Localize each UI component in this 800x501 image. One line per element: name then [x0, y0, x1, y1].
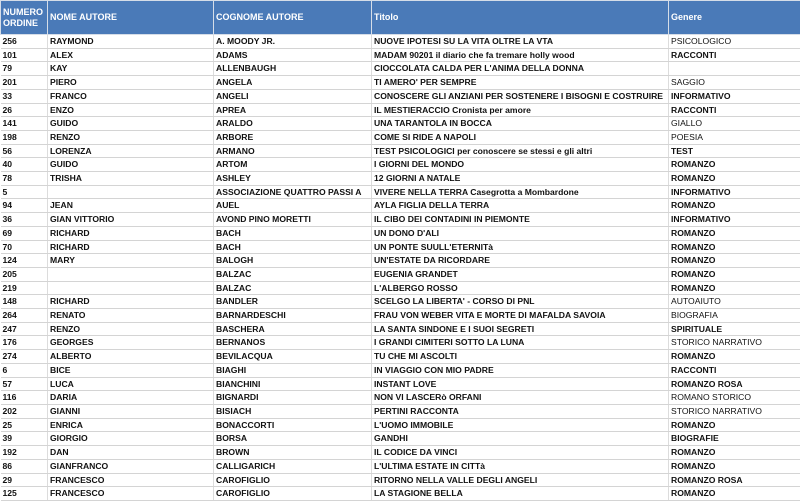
nome-cell[interactable]: GIAN VITTORIO	[48, 213, 214, 227]
cognome-cell[interactable]: BROWN	[214, 446, 372, 460]
nome-cell[interactable]: DAN	[48, 446, 214, 460]
titolo-cell[interactable]: UN'ESTATE DA RICORDARE	[372, 254, 669, 268]
numero-cell[interactable]: 141	[1, 117, 48, 131]
titolo-cell[interactable]: MADAM 90201 il diario che fa tremare holly wood	[372, 48, 669, 62]
cognome-cell[interactable]: BORSA	[214, 432, 372, 446]
nome-cell[interactable]: RICHARD	[48, 240, 214, 254]
cognome-cell[interactable]: ASHLEY	[214, 172, 372, 186]
numero-cell[interactable]: 6	[1, 363, 48, 377]
nome-cell[interactable]: FRANCESCO	[48, 487, 214, 501]
table-row[interactable]	[1, 377, 800, 391]
numero-cell[interactable]: 264	[1, 309, 48, 323]
titolo-cell[interactable]: VIVERE NELLA TERRA Casegrotta a Mombardone	[372, 185, 669, 199]
table-row[interactable]	[1, 432, 800, 446]
genere-cell[interactable]: POESIA	[669, 130, 800, 144]
table-row[interactable]	[1, 213, 800, 227]
numero-cell[interactable]: 274	[1, 350, 48, 364]
genere-cell[interactable]: ROMANZO ROSA	[669, 473, 800, 487]
numero-cell[interactable]: 148	[1, 295, 48, 309]
genere-cell[interactable]: ROMANZO	[669, 281, 800, 295]
genere-cell[interactable]: ROMANZO	[669, 459, 800, 473]
nome-cell[interactable]: ENZO	[48, 103, 214, 117]
genere-cell[interactable]: ROMANZO	[669, 172, 800, 186]
titolo-cell[interactable]: L'ULTIMA ESTATE IN CITTà	[372, 459, 669, 473]
cognome-cell[interactable]: BIGNARDI	[214, 391, 372, 405]
titolo-cell[interactable]: EUGENIA GRANDET	[372, 267, 669, 281]
titolo-cell[interactable]: FRAU VON WEBER VITA E MORTE DI MAFALDA SAVOIA	[372, 309, 669, 323]
titolo-cell[interactable]: LA SANTA SINDONE E I SUOI SEGRETI	[372, 322, 669, 336]
header-genere[interactable]: Genere	[669, 1, 800, 35]
cognome-cell[interactable]: BALZAC	[214, 281, 372, 295]
header-numero-ordine[interactable]: NUMERO ORDINE	[1, 1, 48, 35]
nome-cell[interactable]	[48, 281, 214, 295]
titolo-cell[interactable]: CIOCCOLATA CALDA PER L'ANIMA DELLA DONNA	[372, 62, 669, 76]
nome-cell[interactable]: LUCA	[48, 377, 214, 391]
genere-cell[interactable]: ROMANZO	[669, 158, 800, 172]
numero-cell[interactable]: 202	[1, 404, 48, 418]
titolo-cell[interactable]: NUOVE IPOTESI SU LA VITA OLTRE LA VTA	[372, 35, 669, 49]
nome-cell[interactable]: RENZO	[48, 322, 214, 336]
nome-cell[interactable]: MARY	[48, 254, 214, 268]
nome-cell[interactable]	[48, 185, 214, 199]
numero-cell[interactable]: 256	[1, 35, 48, 49]
header-row	[1, 1, 800, 35]
nome-cell[interactable]: ALBERTO	[48, 350, 214, 364]
cognome-cell[interactable]: BIANCHINI	[214, 377, 372, 391]
genere-cell[interactable]: ROMANO STORICO	[669, 391, 800, 405]
titolo-cell[interactable]: RITORNO NELLA VALLE DEGLI ANGELI	[372, 473, 669, 487]
genere-cell[interactable]	[669, 62, 800, 76]
titolo-cell[interactable]: LA STAGIONE BELLA	[372, 487, 669, 501]
genere-cell[interactable]: RACCONTI	[669, 103, 800, 117]
header-cognome-autore[interactable]: COGNOME AUTORE	[214, 1, 372, 35]
nome-cell[interactable]: GUIDO	[48, 158, 214, 172]
nome-cell[interactable]: JEAN	[48, 199, 214, 213]
cognome-cell[interactable]: AUEL	[214, 199, 372, 213]
titolo-cell[interactable]: 12 GIORNI A NATALE	[372, 172, 669, 186]
nome-cell[interactable]: RICHARD	[48, 295, 214, 309]
nome-cell[interactable]: GIORGIO	[48, 432, 214, 446]
numero-cell[interactable]: 36	[1, 213, 48, 227]
table-row[interactable]	[1, 418, 800, 432]
titolo-cell[interactable]: UNA TARANTOLA IN BOCCA	[372, 117, 669, 131]
genere-cell[interactable]: ROMANZO	[669, 226, 800, 240]
cognome-cell[interactable]: CAROFIGLIO	[214, 487, 372, 501]
genere-cell[interactable]: INFORMATIVO	[669, 89, 800, 103]
nome-cell[interactable]: GIANFRANCO	[48, 459, 214, 473]
cognome-cell[interactable]: ASSOCIAZIONE QUATTRO PASSI A	[214, 185, 372, 199]
table-row[interactable]	[1, 76, 800, 90]
genere-cell[interactable]: ROMANZO	[669, 350, 800, 364]
titolo-cell[interactable]: IL CODICE DA VINCI	[372, 446, 669, 460]
table-body	[1, 35, 800, 501]
nome-cell[interactable]	[48, 267, 214, 281]
genere-cell[interactable]: ROMANZO	[669, 199, 800, 213]
titolo-cell[interactable]: I GRANDI CIMITERI SOTTO LA LUNA	[372, 336, 669, 350]
genere-cell[interactable]: GIALLO	[669, 117, 800, 131]
titolo-cell[interactable]: GANDHI	[372, 432, 669, 446]
cognome-cell[interactable]: CAROFIGLIO	[214, 473, 372, 487]
numero-cell[interactable]: 57	[1, 377, 48, 391]
nome-cell[interactable]: GUIDO	[48, 117, 214, 131]
titolo-cell[interactable]: IN VIAGGIO CON MIO PADRE	[372, 363, 669, 377]
cognome-cell[interactable]: BANDLER	[214, 295, 372, 309]
numero-cell[interactable]: 40	[1, 158, 48, 172]
table-row[interactable]	[1, 185, 800, 199]
nome-cell[interactable]: ALEX	[48, 48, 214, 62]
table-row[interactable]	[1, 281, 800, 295]
genere-cell[interactable]: ROMANZO	[669, 446, 800, 460]
numero-cell[interactable]: 247	[1, 322, 48, 336]
table-row[interactable]	[1, 35, 800, 49]
titolo-cell[interactable]: UN PONTE SUULL'ETERNITà	[372, 240, 669, 254]
numero-cell[interactable]: 201	[1, 76, 48, 90]
header-titolo[interactable]: Titolo	[372, 1, 669, 35]
table-row[interactable]	[1, 473, 800, 487]
titolo-cell[interactable]: NON VI LASCERò ORFANI	[372, 391, 669, 405]
numero-cell[interactable]: 70	[1, 240, 48, 254]
genere-cell[interactable]: PSICOLOGICO	[669, 35, 800, 49]
table-row[interactable]	[1, 158, 800, 172]
genere-cell[interactable]: ROMANZO	[669, 254, 800, 268]
genere-cell[interactable]: BIOGRAFIE	[669, 432, 800, 446]
table-row[interactable]	[1, 117, 800, 131]
numero-cell[interactable]: 101	[1, 48, 48, 62]
table-row[interactable]	[1, 295, 800, 309]
numero-cell[interactable]: 86	[1, 459, 48, 473]
numero-cell[interactable]: 94	[1, 199, 48, 213]
numero-cell[interactable]: 125	[1, 487, 48, 501]
genere-cell[interactable]: ROMANZO	[669, 240, 800, 254]
table-row[interactable]	[1, 240, 800, 254]
table-row[interactable]	[1, 48, 800, 62]
genere-cell[interactable]: RACCONTI	[669, 48, 800, 62]
cognome-cell[interactable]: BACH	[214, 226, 372, 240]
table-row[interactable]	[1, 89, 800, 103]
cognome-cell[interactable]: A. MOODY JR.	[214, 35, 372, 49]
nome-cell[interactable]: KAY	[48, 62, 214, 76]
titolo-cell[interactable]: TI AMERO' PER SEMPRE	[372, 76, 669, 90]
cognome-cell[interactable]: ARMANO	[214, 144, 372, 158]
genere-cell[interactable]: ROMANZO	[669, 418, 800, 432]
genere-cell[interactable]: ROMANZO ROSA	[669, 377, 800, 391]
nome-cell[interactable]: LORENZA	[48, 144, 214, 158]
table-row[interactable]	[1, 391, 800, 405]
table-row[interactable]	[1, 267, 800, 281]
cognome-cell[interactable]: ALLENBAUGH	[214, 62, 372, 76]
numero-cell[interactable]: 205	[1, 267, 48, 281]
nome-cell[interactable]: PIERO	[48, 76, 214, 90]
nome-cell[interactable]: GEORGES	[48, 336, 214, 350]
table-row[interactable]	[1, 350, 800, 364]
titolo-cell[interactable]: CONOSCERE GLI ANZIANI PER SOSTENERE I BISOGNI E COSTRUIRE	[372, 89, 669, 103]
genere-cell[interactable]: ROMANZO	[669, 487, 800, 501]
genere-cell[interactable]: RACCONTI	[669, 363, 800, 377]
table-row[interactable]	[1, 254, 800, 268]
table-row[interactable]	[1, 103, 800, 117]
cognome-cell[interactable]: APREA	[214, 103, 372, 117]
cognome-cell[interactable]: BISIACH	[214, 404, 372, 418]
cognome-cell[interactable]: BACH	[214, 240, 372, 254]
nome-cell[interactable]: TRISHA	[48, 172, 214, 186]
nome-cell[interactable]: RAYMOND	[48, 35, 214, 49]
table-row[interactable]	[1, 172, 800, 186]
genere-cell[interactable]: SAGGIO	[669, 76, 800, 90]
genere-cell[interactable]: SPIRITUALE	[669, 322, 800, 336]
table-row[interactable]	[1, 487, 800, 501]
cognome-cell[interactable]: ARALDO	[214, 117, 372, 131]
table-row[interactable]	[1, 226, 800, 240]
cognome-cell[interactable]: BARNARDESCHI	[214, 309, 372, 323]
nome-cell[interactable]: DARIA	[48, 391, 214, 405]
table-row[interactable]	[1, 309, 800, 323]
genere-cell[interactable]: STORICO NARRATIVO	[669, 336, 800, 350]
nome-cell[interactable]: GIANNI	[48, 404, 214, 418]
nome-cell[interactable]: RENATO	[48, 309, 214, 323]
cognome-cell[interactable]: ARBORE	[214, 130, 372, 144]
numero-cell[interactable]: 78	[1, 172, 48, 186]
table-row[interactable]	[1, 199, 800, 213]
table-row[interactable]	[1, 322, 800, 336]
numero-cell[interactable]: 26	[1, 103, 48, 117]
table-row[interactable]	[1, 130, 800, 144]
cognome-cell[interactable]: BERNANOS	[214, 336, 372, 350]
numero-cell[interactable]: 69	[1, 226, 48, 240]
numero-cell[interactable]: 176	[1, 336, 48, 350]
table-row[interactable]	[1, 459, 800, 473]
numero-cell[interactable]: 116	[1, 391, 48, 405]
genere-cell[interactable]: INFORMATIVO	[669, 185, 800, 199]
table-row[interactable]	[1, 336, 800, 350]
titolo-cell[interactable]: AYLA FIGLIA DELLA TERRA	[372, 199, 669, 213]
cognome-cell[interactable]: ANGELI	[214, 89, 372, 103]
table-row[interactable]	[1, 363, 800, 377]
nome-cell[interactable]: RICHARD	[48, 226, 214, 240]
numero-cell[interactable]: 5	[1, 185, 48, 199]
table-row[interactable]	[1, 62, 800, 76]
numero-cell[interactable]: 39	[1, 432, 48, 446]
cognome-cell[interactable]: BONACCORTI	[214, 418, 372, 432]
cognome-cell[interactable]: BASCHERA	[214, 322, 372, 336]
cognome-cell[interactable]: BALZAC	[214, 267, 372, 281]
numero-cell[interactable]: 192	[1, 446, 48, 460]
numero-cell[interactable]: 33	[1, 89, 48, 103]
nome-cell[interactable]: RENZO	[48, 130, 214, 144]
numero-cell[interactable]: 124	[1, 254, 48, 268]
nome-cell[interactable]: BICE	[48, 363, 214, 377]
titolo-cell[interactable]: COME SI RIDE A NAPOLI	[372, 130, 669, 144]
cognome-cell[interactable]: BIAGHI	[214, 363, 372, 377]
cognome-cell[interactable]: CALLIGARICH	[214, 459, 372, 473]
table-row[interactable]	[1, 446, 800, 460]
nome-cell[interactable]: FRANCESCO	[48, 473, 214, 487]
cognome-cell[interactable]: BALOGH	[214, 254, 372, 268]
cognome-cell[interactable]: AVOND PINO MORETTI	[214, 213, 372, 227]
titolo-cell[interactable]: L'UOMO IMMOBILE	[372, 418, 669, 432]
genere-cell[interactable]: ROMANZO	[669, 267, 800, 281]
titolo-cell[interactable]: IL MESTIERACCIO Cronista per amore	[372, 103, 669, 117]
nome-cell[interactable]: ENRICA	[48, 418, 214, 432]
titolo-cell[interactable]: SCELGO LA LIBERTA' - CORSO DI PNL	[372, 295, 669, 309]
titolo-cell[interactable]: IL CIBO DEI CONTADINI IN PIEMONTE	[372, 213, 669, 227]
genere-cell[interactable]: AUTOAIUTO	[669, 295, 800, 309]
titolo-cell[interactable]: TEST PSICOLOGICI per conoscere se stessi e gli altri	[372, 144, 669, 158]
genere-cell[interactable]: STORICO NARRATIVO	[669, 404, 800, 418]
cognome-cell[interactable]: ANGELA	[214, 76, 372, 90]
titolo-cell[interactable]: UN DONO D'ALI	[372, 226, 669, 240]
table-row[interactable]	[1, 144, 800, 158]
genere-cell[interactable]: INFORMATIVO	[669, 213, 800, 227]
titolo-cell[interactable]: I GIORNI DEL MONDO	[372, 158, 669, 172]
cognome-cell[interactable]: ADAMS	[214, 48, 372, 62]
genere-cell[interactable]: TEST	[669, 144, 800, 158]
numero-cell[interactable]: 79	[1, 62, 48, 76]
numero-cell[interactable]: 29	[1, 473, 48, 487]
nome-cell[interactable]: FRANCO	[48, 89, 214, 103]
table-row[interactable]	[1, 404, 800, 418]
titolo-cell[interactable]: L'ALBERGO ROSSO	[372, 281, 669, 295]
titolo-cell[interactable]: INSTANT LOVE	[372, 377, 669, 391]
numero-cell[interactable]: 25	[1, 418, 48, 432]
numero-cell[interactable]: 56	[1, 144, 48, 158]
cognome-cell[interactable]: ARTOM	[214, 158, 372, 172]
titolo-cell[interactable]: PERTINI RACCONTA	[372, 404, 669, 418]
genere-cell[interactable]: BIOGRAFIA	[669, 309, 800, 323]
header-nome-autore[interactable]: NOME AUTORE	[48, 1, 214, 35]
cognome-cell[interactable]: BEVILACQUA	[214, 350, 372, 364]
titolo-cell[interactable]: TU CHE MI ASCOLTI	[372, 350, 669, 364]
numero-cell[interactable]: 219	[1, 281, 48, 295]
numero-cell[interactable]: 198	[1, 130, 48, 144]
